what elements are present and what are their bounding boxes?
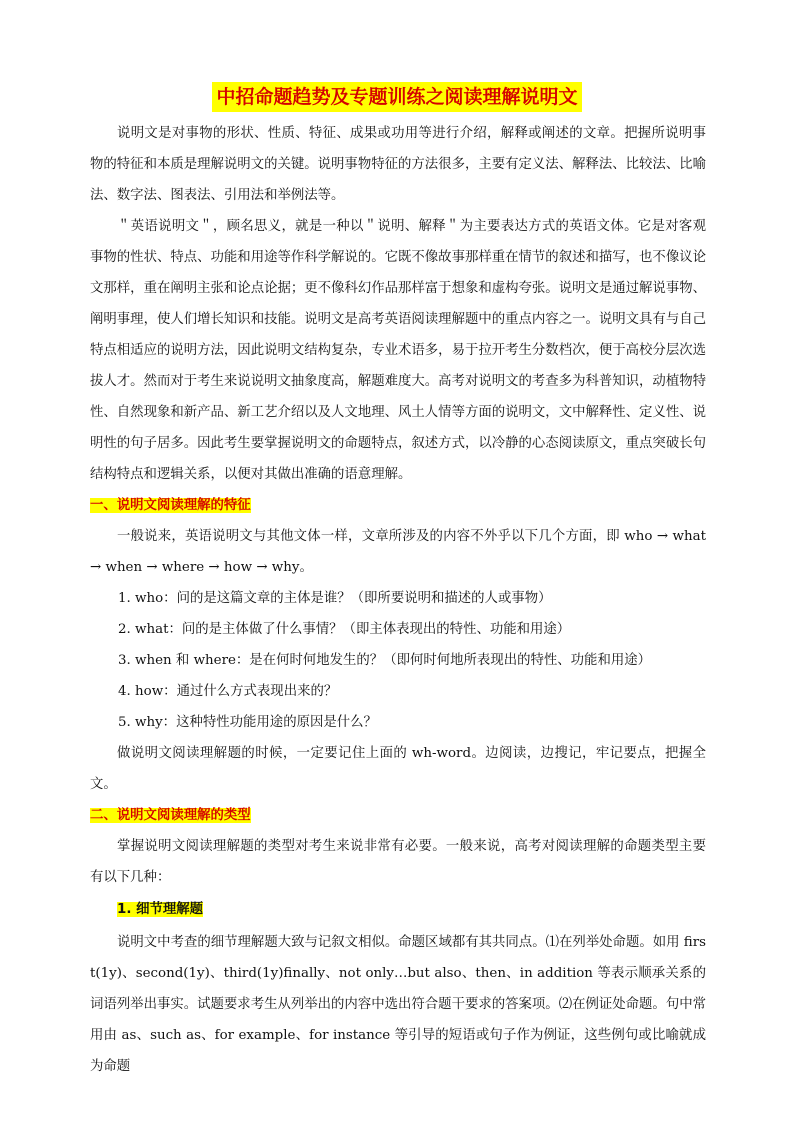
document-body (90, 118, 706, 1082)
list-item: 1. who：问的是这篇文章的主体是谁？（即所要说明和描述的人或事物） (118, 591, 552, 606)
section-2-heading (90, 800, 706, 831)
intro-paragraph-1: 说明文是对事物的形状、性质、特征、成果或功用等进行介绍，解释或阐述的文章。把握所说明事物的特征和本质是理解说明文的关键。说明事物特征的方法很多，主要有定义法、解释法、比较法、比喻法、数字法、图表法、引用法和举例法等。 (90, 126, 706, 203)
title-area (0, 82, 794, 112)
section-1-closing: 做说明文阅读理解题的时候，一定要记住上面的 wh-word。边阅读，边搜记，牢记要点，把握全文。 (90, 746, 706, 792)
section-1-heading (90, 490, 706, 521)
document-title: 中招命题趋势及专题训练之阅读理解说明文 (212, 82, 581, 112)
section-2-lead: 掌握说明文阅读理解题的类型对考生来说非常有必要。一般来说，高考对阅读理解的命题类型主要有以下几种： (90, 839, 706, 885)
list-item: 2. what：问的是主体做了什么事情？（即主体表现出的特性、功能和用途） (118, 622, 571, 637)
list-item: 4. how：通过什么方式表现出来的？ (118, 684, 338, 699)
section-1-heading-text: 一、说明文阅读理解的特征 (90, 498, 251, 513)
intro-paragraph-2: ＂英语说明文＂，顾名思义，就是一种以＂说明、解释＂为主要表达方式的英语文体。它是对客观事物的性状、特点、功能和用途等作科学解说的。它既不像故事那样重在情节的叙述和描写，也不像议论文那样，重在阐明主张和论点论据；更不像科幻作品那样富于想象和虚构夸张。说明文是通过解说事物、阐明事理，使人们增长知识和技能。说明文是高考英语阅读理解题中的重点内容之一。说明文具有与自己特点相适应的说明方法，因此说明文结构复杂，专业术语多，易于拉开考生分数档次，便于高校分层次选拔人才。然而对于考生来说说明文抽象度高，解题难度大。高考对说明文的考查多为科普知识，动植物特性、自然现象和新产品、新工艺介绍以及人文地理、风土人情等方面的说明文，文中解释性、定义性、说明性的句子居多。因此考生要掌握说明文的命题特点，叙述方式，以冷静的心态阅读原文，重点突破长句结构特点和逻辑关系，以便对其做出准确的语意理解。 (90, 219, 706, 482)
subsection-1-text: 说明文中考查的细节理解题大致与记叙文相似。命题区域都有其共同点。⑴在列举处命题。如用 first(1y)、second(1y)、third(1y)finally、not only…but also、then、in addition 等表示顺承关系的词语列举出事实。试题要求考生从列举出的内容中选出符合题干要求的答案项。⑵在例证处命题。句中常用由 as、such as、for example、for instance 等引导的短语或句子作为例证，这些例句或比喻就成为命题 (90, 935, 706, 1074)
subsection-1-heading (90, 893, 706, 927)
section-1-lead: 一般说来，英语说明文与其他文体一样，文章所涉及的内容不外乎以下几个方面，即 who → what → when → where → how → why。 (90, 529, 706, 575)
list-item: 5. why：这种特性功能用途的原因是什么？ (118, 715, 377, 730)
list-item: 3. when 和 where：是在何时何地发生的？（即何时何地所表现出的特性、功能和用途） (118, 653, 652, 668)
subsection-1-heading-text: 1. 细节理解题 (117, 902, 204, 917)
section-2-heading-text: 二、说明文阅读理解的类型 (90, 808, 251, 823)
